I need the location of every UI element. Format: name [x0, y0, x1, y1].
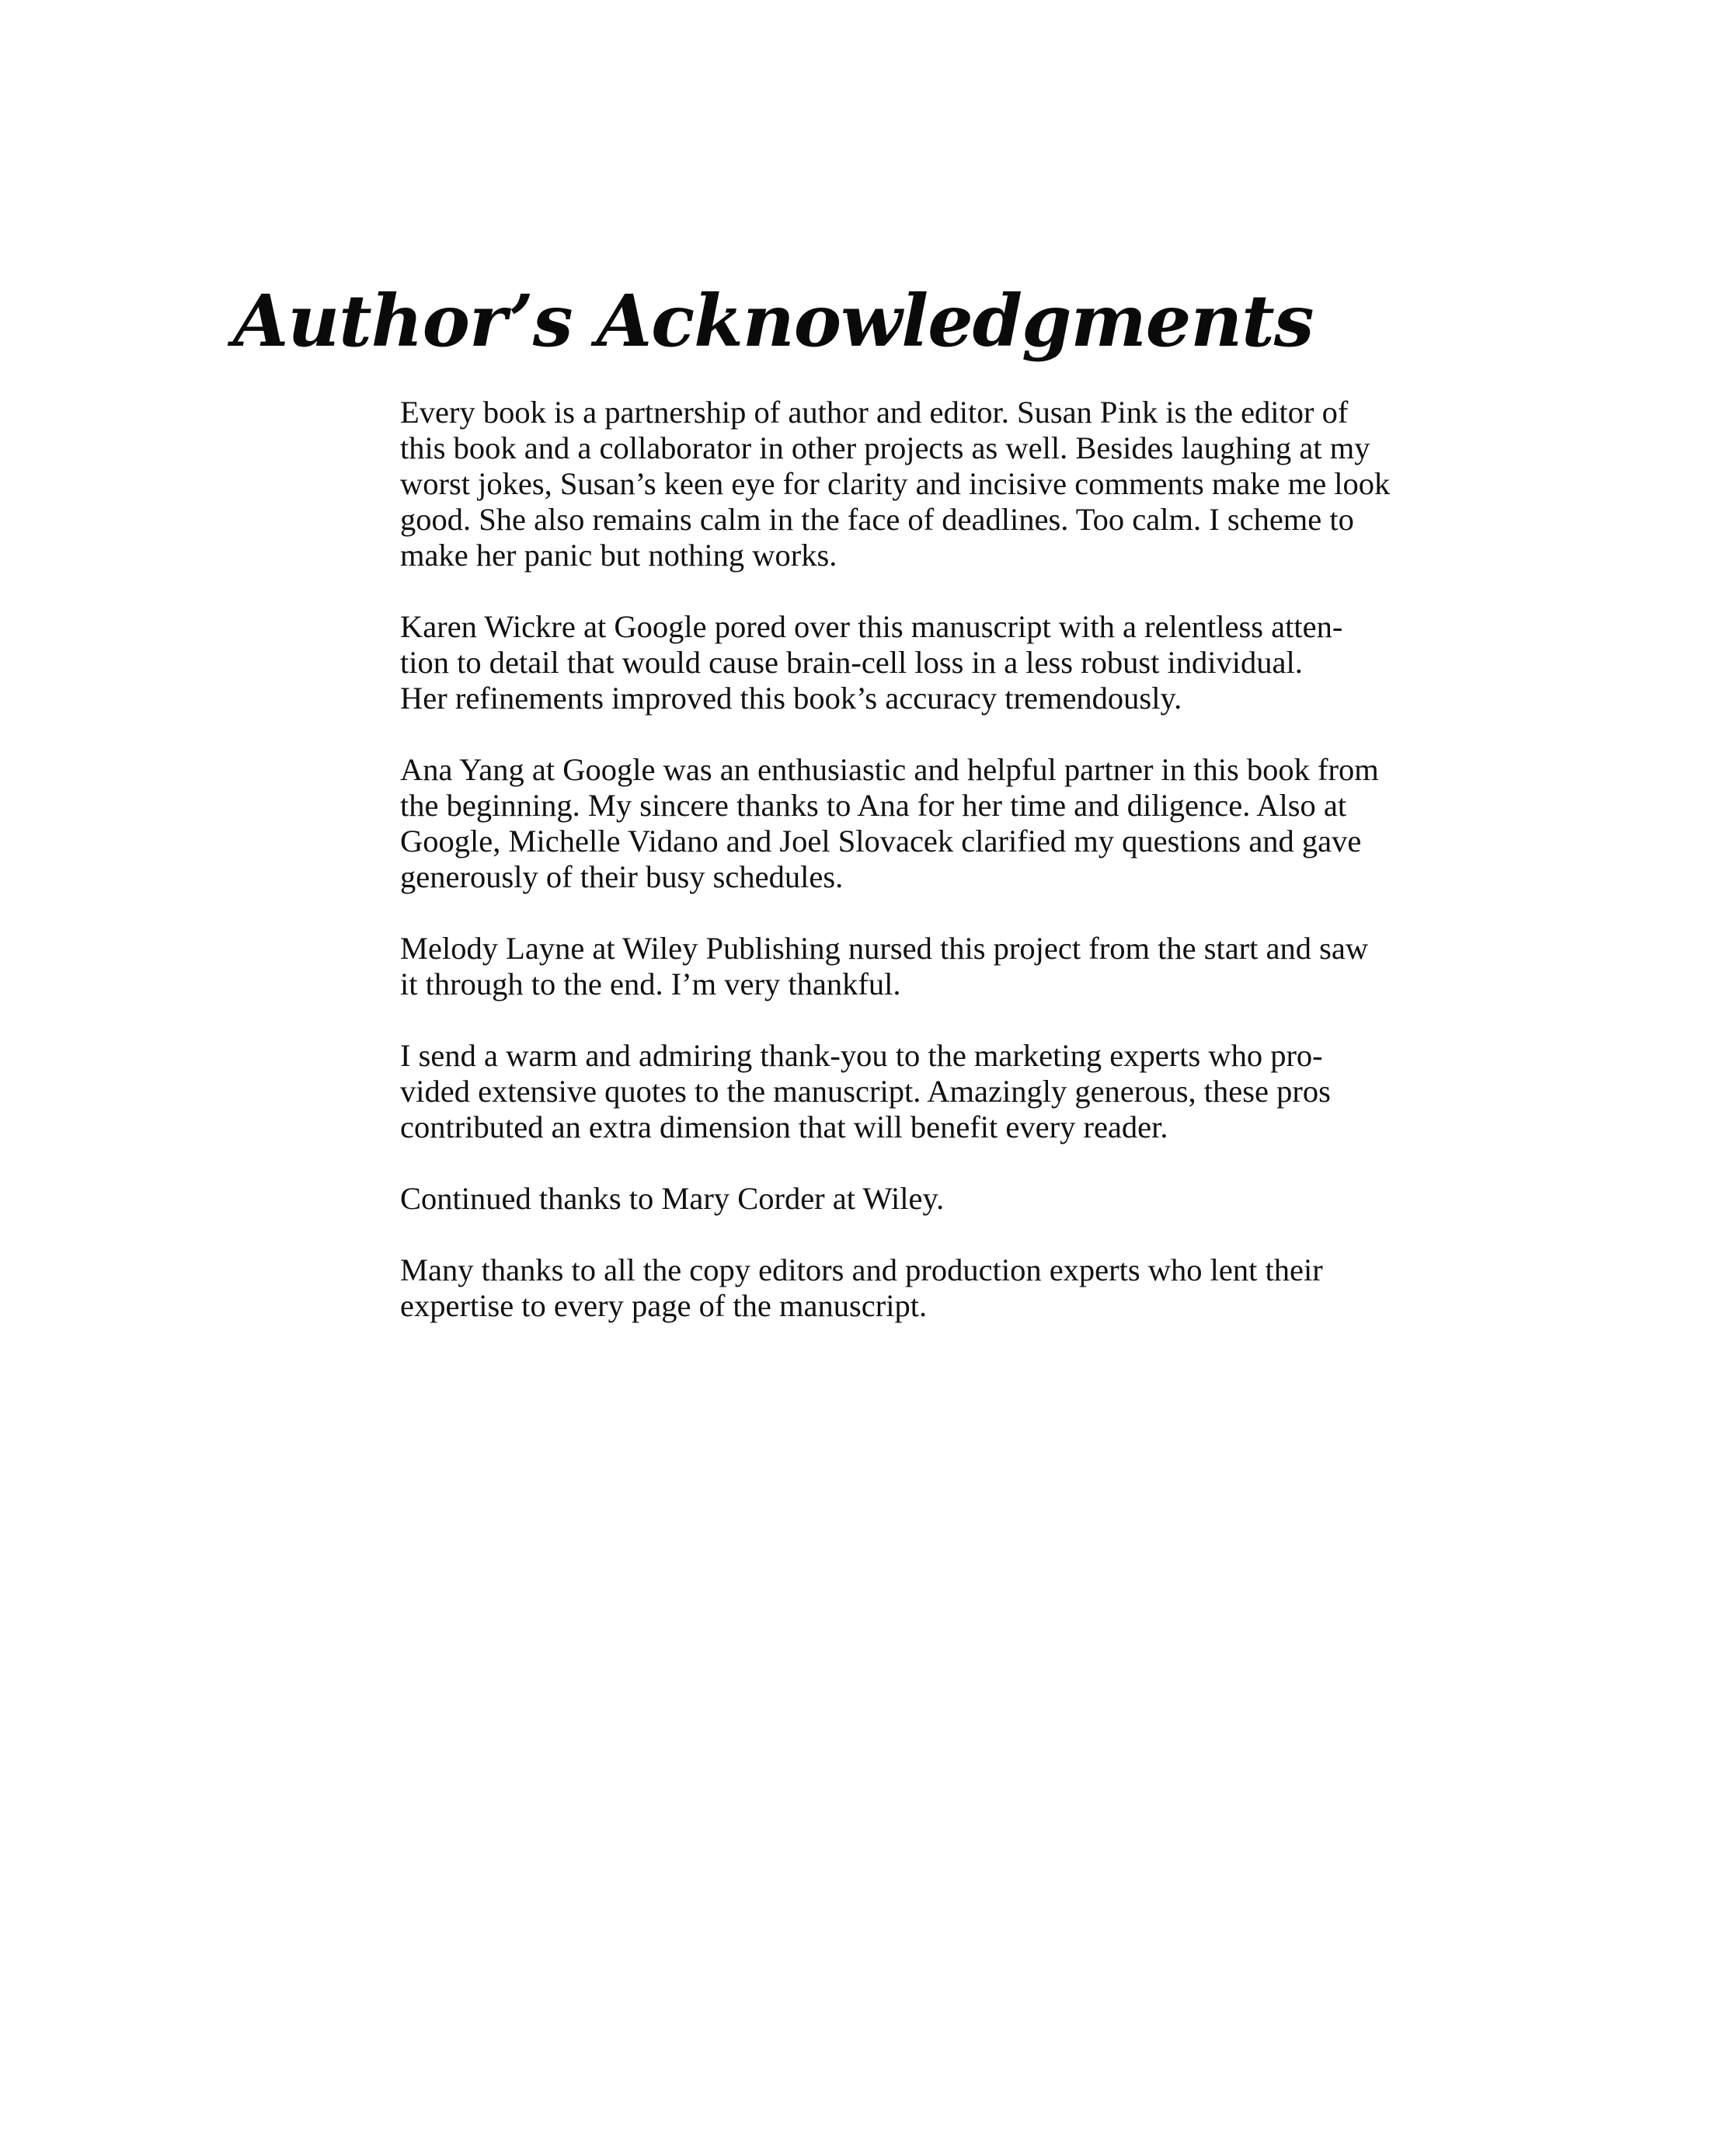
- text-line: generously of their busy schedules.: [400, 859, 844, 894]
- text-line: Google, Michelle Vidano and Joel Slovacek clarified my questions and gave: [400, 824, 1362, 859]
- page-title: Author’s Acknowledgments: [233, 279, 1314, 363]
- text-line: make her panic but nothing works.: [400, 538, 837, 573]
- paragraph-ana-yang: [400, 752, 1511, 895]
- text-line: expertise to every page of the manuscript.: [400, 1288, 928, 1323]
- text-line: it through to the end. I’m very thankful.: [400, 967, 901, 1001]
- text-line: contributed an extra dimension that will benefit every reader.: [400, 1109, 1168, 1144]
- text-line: the beginning. My sincere thanks to Ana for her time and diligence. Also at: [400, 788, 1347, 823]
- text-line: worst jokes, Susan’s keen eye for clarity and incisive comments make me look: [400, 466, 1391, 501]
- text-line: Her refinements improved this book’s accuracy tremendously.: [400, 681, 1182, 716]
- text-line: Melody Layne at Wiley Publishing nursed this project from the start and saw: [400, 931, 1369, 966]
- text-line: Every book is a partnership of author and editor. Susan Pink is the editor of: [400, 395, 1349, 430]
- paragraph-susan-pink: [400, 395, 1511, 573]
- text-line: vided extensive quotes to the manuscript. Amazingly generous, these pros: [400, 1074, 1331, 1109]
- text-line: tion to detail that would cause brain-cell loss in a less robust individual.: [400, 645, 1303, 680]
- paragraph-marketing-experts: [400, 1038, 1511, 1145]
- text-line: Ana Yang at Google was an enthusiastic and helpful partner in this book from: [400, 752, 1379, 787]
- text-line: Karen Wickre at Google pored over this manuscript with a relentless atten-: [400, 609, 1343, 644]
- paragraph-melody-layne: [400, 931, 1511, 1002]
- text-line: good. She also remains calm in the face of deadlines. Too calm. I scheme to: [400, 502, 1354, 537]
- paragraph-copy-editors: [400, 1252, 1511, 1324]
- text-line: Many thanks to all the copy editors and production experts who lent their: [400, 1252, 1323, 1287]
- text-line: this book and a collaborator in other projects as well. Besides laughing at my: [400, 430, 1370, 465]
- text-line: I send a warm and admiring thank-you to the marketing experts who pro-: [400, 1038, 1323, 1073]
- text-line: Continued thanks to Mary Corder at Wiley.: [400, 1181, 945, 1216]
- acknowledgments-body: [400, 395, 1511, 1360]
- paragraph-karen-wickre: [400, 609, 1511, 716]
- paragraph-mary-corder: [400, 1181, 1511, 1217]
